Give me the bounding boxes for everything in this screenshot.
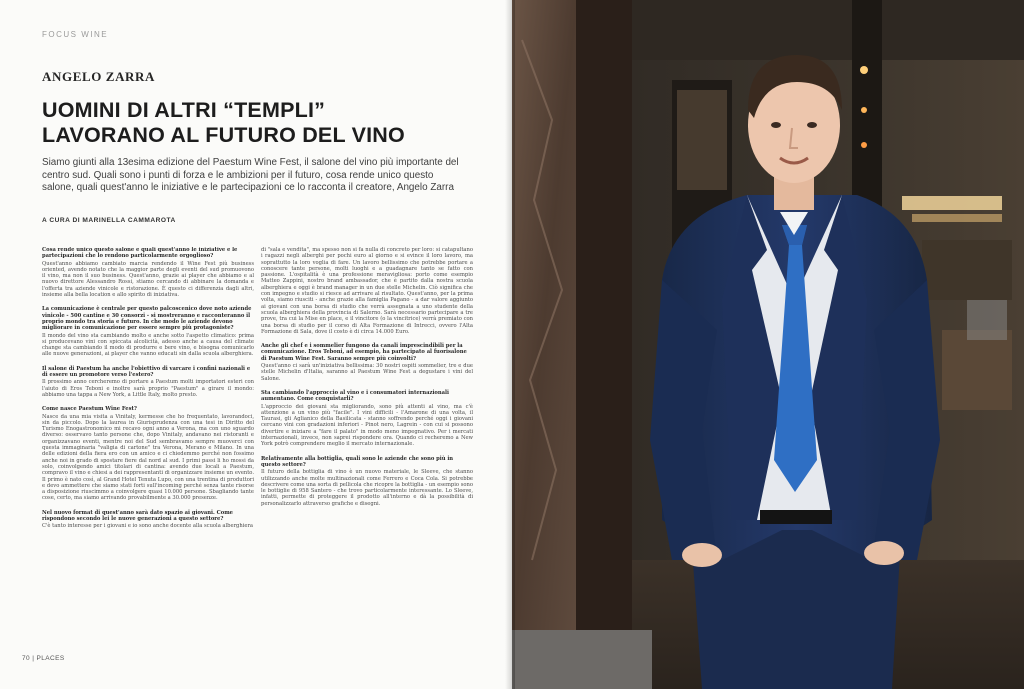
interview-question: Relativamente alla bottiglia, quali sono le aziende che sono più in questo settore? (261, 455, 454, 468)
author-name: ANGELO ZARRA (42, 69, 156, 84)
interview-answer: Nasce da una mia visita a Vinitaly, kermesse che ho frequentato, lavorandoci, sin da piccolo. Dopo la laurea in Giurisprudenza con una tesi in Diritto del Turismo Enogastronomico mi recavo ogni anno a Verona, ma con uno sguardo diverso: osservavo tanto persone che, dopo Vinitaly, andavano nei ristoranti e organizzavano eventi, mentre noi del Sud sembravamo sempre muoverci con questa immaginaria "valigia di cartone" tra Verona, Merano e Milano. In una delle edizioni della fiera ero con un amico e ci chiedemmo perché non fossimo anche noi in grado di spostare fiere dal nord al sud. I primi passi li ho mossi da solo, coinvolgendo amici titolari di cantina: avendo due locali a Paestum, compravo il vino e chiesi a dei rappresentanti di organizzare insieme un evento. Il primo è nato così, al Grand Hotel Tenuta Lupo, con una trentina di produttori e devo ammettere che siamo stati forti sull'incoming perché senza tante risorse a disposizione riuscimmo a coinvolgere quasi 10.000 persone. Sbagliando tante cose, certo, ma siamo arrivando provabilmente a 30.000 presenze. (42, 413, 254, 502)
interview-question: Nel nuovo format di quest'anno sarà dato spazio ai giovani. Come rispondono secondo lei le nuove generazioni a questo settore? (42, 509, 233, 522)
portrait-illustration (512, 0, 1024, 689)
interview-answer: di "sala e vendita", ma spesso non si fa nulla di concreto per loro: si catapultano i ragazzi negli alberghi per pochi euro al giorno e si evince il loro lavoro, ma soprattutto la loro voglia di fare. Un lavoro bellissimo che potrebbe portare a conoscere tante persone, molti luoghi e a guadagnare tanto se fatto con passione. L'ospitalità è una professione meravigliosa: porto come esempio Matteo Zappini, nostro brand ambassador, che è partito dalla nostra scuola alberghiera e oggi è brand manager in un due stelle Michelin. Ciò significa che con impegno e studio si riesce ad arrivare al risultato. Quest'anno, per la prima volta, siamo riusciti - anche grazie alla famiglia Pagano - a dar valore aggiunto ai giovani con una borsa di studio che verrà assegnata a uno studente della scuola alberghiera della provincia di Salerno. Sarà necessario partecipare a tre prove, tra cui la Mise en place, e il vincitore (o la vincitrice) verrà premiato con una borsa di studio per il corso di Alta Formazione di Intrecci, ovvero l'Alta Formazione di Sala, dove il costo è di circa 14.000 Euro. (261, 247, 473, 335)
byline-credit: A CURA DI MARINELLA CAMMAROTA (42, 217, 176, 224)
interview-question: Cosa rende unico questo salone e quali quest'anno le iniziative e le partecipazioni che lo rendono particolarmente orgoglioso? (42, 247, 238, 260)
standfirst: Siamo giunti alla 13esima edizione del Paestum Wine Fest, il salone del vino più importante del centro sud. Quali sono i punti di forza e le ambizioni per il futuro, cosa rende unico questo salone, quali quest'anno le iniziative e le partecipazioni ce lo racconta il creatore, Angelo Zarra (42, 157, 459, 193)
article-column-2 (261, 247, 473, 612)
portrait-photo (512, 0, 1024, 689)
interview-answer: Quest'anno abbiamo cambiato marcia rendendo il Wine Fest più business oriented, avendo notato che la maggior parte degli eventi del sud promuovono il vino, ma non il suo business. Quest'anno, grazie ai player che abbiamo e al nuovo direttore Alessandro Rossi, stiamo cercando di abbinare la domanda e l'offerta tra aziende vinicole e ristorazione. È questo ci differenzia dagli altri, insieme alla bella location e allo spirito di iniziativa. (42, 260, 254, 299)
page-gutter (505, 0, 515, 689)
interview-answer: Il futuro della bottiglia di vino è un nuovo materiale, le Sleeve, che stanno utilizzando anche molte multinazionali come Ferrero e Coca Cola. Si potrebbe descrivere come una sorta di pellicola che ricopre la bottiglia - un esempio sono le bottiglie di 958 Santero - che trovo particolarmente interessante. Lo Sleeve, infatti, permette di proteggere il prodotto all'interno e dà la possibilità di personalizzarlo attraverso grafiche e disegni. (261, 469, 473, 507)
section-label: FOCUS WINE (42, 30, 109, 39)
interview-question: Come nasce Paestum Wine Fest? (42, 406, 137, 413)
page-folio: 70 | PLACES (22, 655, 65, 662)
interview-answer: C'è tanto interesse per i giovani e io sono anche docente alla scuola alberghiera (42, 523, 254, 530)
interview-answer: L'approccio dei giovani sta migliorando, sono più attenti al vino, ma c'è attenzione a un vino più "facile". I vini difficili - l'Amarone di una volta, il Taurasi, gli Aglianico della Basilicata - stanno soffrendo perché oggi i giovani cercano vini con gradazioni inferiori - Pinot nero, Lagrein - con cui si possono divertire e iniziare a "fare il palato" in modo meno impegnativo. Per i mercati internazionali, invece, non saprei rispondere ora. Quando ci recheremo a New York potrò comprendere meglio il mercato internazionale. (261, 403, 473, 448)
interview-question: Il salone di Paestum ha anche l'obiettivo di varcare i confini nazionali e di essere un promotore verso l'estero? (42, 365, 251, 379)
interview-answer: Il prossimo anno cercheremo di portare a Paestum molti importatori esteri con l'aiuto di Eros Teboni e inoltre sarà proprio "Paestum" a girare il mondo: abbiamo una tappa a New York, a Little Italy, molto presto. (42, 379, 254, 398)
article-column-1 (42, 247, 254, 639)
headline-line-2: LAVORANO AL FUTURO DEL VINO (42, 123, 405, 147)
headline (42, 98, 482, 148)
interview-answer: Quest'anno ci sarà un'iniziativa bellissima: 30 nostri ospiti sommelier, tre e due stelle Michelin d'Italia, saranno al Paestum Wine Fest a degustare i vini del Salone. (261, 363, 473, 382)
interview-question: Sta cambiando l'approccio al vino e i consumatori internazionali aumentano. Come conquistarli? (261, 389, 449, 403)
interview-question: La comunicazione è centrale per questo palcoscenico dove noto aziende vinicole - 500 cantine e 30 consorzi - si mostreranno e racconteranno il proprio mondo tra storia e futuro. In che modo le aziende devono migliorare in comunicazione per essere sempre più protagoniste? (42, 306, 252, 332)
interview-question: Anche gli chef e i sommelier fungono da canali imprescindibili per la comunicazione. Eros Teboni, ad esempio, ha partecipato al fuorisalone di Paestum Wine Fest. Saranno sempre più coinvolti? (261, 343, 467, 362)
headline-line-1: UOMINI DI ALTRI “TEMPLI” (42, 98, 326, 122)
interview-answer: Il mondo del vino sta cambiando molto e anche sotto l'aspetto climatico: prima si producevano vini con spiccata alcolicità, adesso anche a causa del climate change sta cambiando il modo di produrre e bere vino, e bisogna comunicarlo alle nuove generazioni, ai player che vanno educati sin dalla scuola alberghiera. (42, 332, 254, 358)
